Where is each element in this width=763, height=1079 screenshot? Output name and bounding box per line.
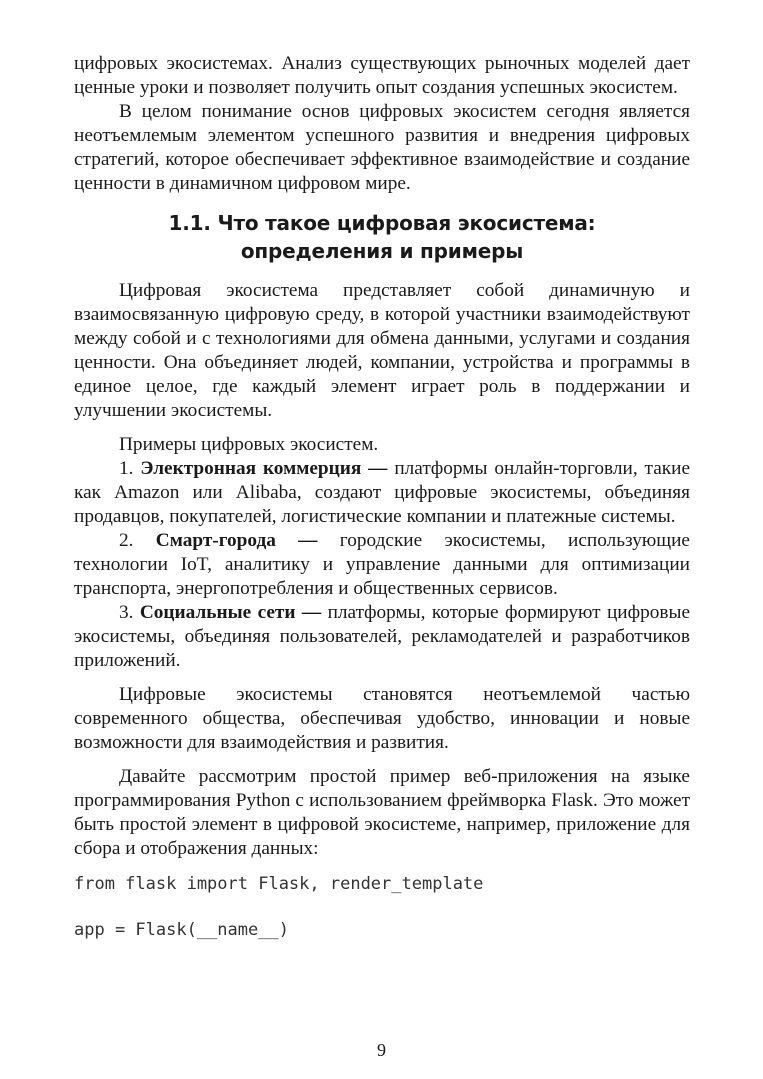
- example-term: Электронная коммерция —: [140, 458, 388, 479]
- conclusion-paragraph: Цифровые экосистемы становятся неотъемлемой частью современного общества, обеспечивая удобство, инновации и новые возможности для взаимодействия и развития.: [74, 684, 690, 753]
- code-line-1: from flask import Flask, render_template: [74, 874, 484, 894]
- section-title-line-2: определения и примеры: [240, 239, 524, 263]
- example-item-1: [74, 457, 690, 529]
- intro-summary-paragraph: В целом понимание основ цифровых экосистем сегодня является неотъемлемым элементом успешного развития и внедрения цифровых стратегий, которое обеспечивает эффективное взаимодействие и создание ценности в динамичном цифровом мире.: [74, 101, 690, 194]
- code-intro-paragraph: Давайте рассмотрим простой пример веб-приложения на языке программирования Python с использованием фреймворка Flask. Это может быть простой элемент в цифровой экосистеме, например, приложение для сбора и отображения данных:: [74, 766, 690, 859]
- page-content: [74, 52, 690, 942]
- intro-continuation-paragraph: цифровых экосистемах. Анализ существующих рыночных моделей дает ценные уроки и позволяет получить опыт создания успешных экосистем.: [74, 53, 690, 98]
- example-term: Социальные сети —: [139, 602, 322, 623]
- example-item-2: [74, 529, 690, 601]
- examples-heading: Примеры цифровых экосистем.: [119, 434, 379, 455]
- section-title-line-1: Что такое цифровая экосистема:: [217, 211, 596, 235]
- code-line-2: app = Flask(__name__): [74, 920, 289, 940]
- example-number: 3.: [119, 602, 134, 623]
- example-number: 1.: [119, 458, 134, 479]
- section-number: 1.1.: [168, 211, 211, 235]
- example-text: платформы онлайн-торговли, такие как Amazon или Alibaba, создают цифровые экосистемы, объединяя продавцов, покупателей, логистические компании и платежные системы.: [74, 458, 691, 527]
- example-term: Смарт-города —: [155, 530, 318, 551]
- example-item-3: [74, 601, 690, 673]
- section-heading-line-1: [74, 209, 690, 237]
- definition-paragraph: Цифровая экосистема представляет собой динамичную и взаимосвязанную цифровую среду, в которой участники взаимодействуют между собой и с технологиями для обмена данными, услугами и создания ценности. Она объединяет людей, компании, устройства и программы в единое целое, где каждый элемент играет роль в поддержании и улучшении экосистемы.: [74, 280, 690, 421]
- section-heading: [74, 209, 690, 265]
- example-text: платформы, которые формируют цифровые экосистемы, объединяя пользователей, рекламодателей и разработчиков приложений.: [74, 602, 690, 671]
- page-number: 9: [377, 1040, 386, 1060]
- example-number: 2.: [119, 530, 134, 551]
- example-text: городские экосистемы, использующие технологии IoT, аналитику и управление данными для оптимизации транспорта, энергопотребления и общественных сервисов.: [74, 530, 690, 599]
